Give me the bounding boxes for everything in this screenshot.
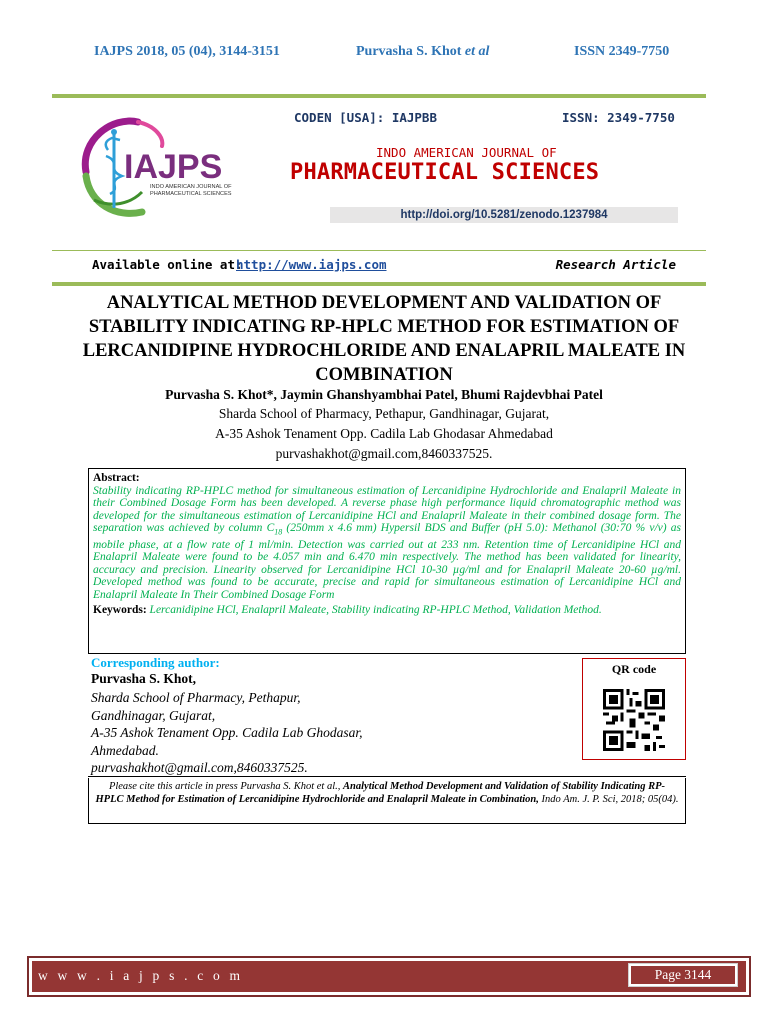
- abstract-subscript: 18: [274, 527, 283, 537]
- abstract-heading: Abstract:: [93, 472, 140, 484]
- citation-divider: [88, 776, 686, 777]
- running-head-issn: ISSN 2349-7750: [574, 44, 670, 59]
- logo-subtitle-2: PHARMACEUTICAL SCIENCES: [150, 191, 232, 197]
- keywords: [93, 603, 681, 617]
- running-head-et-al: et al: [464, 44, 490, 59]
- page-number: Page 3144: [631, 966, 735, 984]
- page-number-box: [628, 963, 738, 987]
- keywords-label: Keywords:: [93, 603, 147, 616]
- abstract-text: [93, 485, 681, 601]
- article-title: ANALYTICAL METHOD DEVELOPMENT AND VALIDATION OF STABILITY INDICATING RP-HPLC METHOD FOR ESTIMATION OF LERCANIDIPINE HYDROCHLORIDE AND ENALAPRIL MALEATE IN COMBINATION: [82, 293, 686, 385]
- corresponding-line: Ahmedabad.: [91, 742, 159, 758]
- coden: CODEN [USA]: IAJPBB: [294, 110, 437, 125]
- qr-code-box: [582, 658, 686, 760]
- footer-bar: [32, 961, 746, 992]
- corresponding-author-address: [91, 689, 363, 777]
- article-type: Research Article: [555, 257, 676, 272]
- availability-divider-top: [52, 250, 706, 251]
- corresponding-line: A-35 Ashok Tenament Opp. Cadila Lab Ghodasar,: [91, 725, 363, 740]
- header-divider: [52, 94, 706, 98]
- corresponding-line: Sharda School of Pharmacy, Pethapur,: [91, 690, 301, 705]
- corresponding-author-heading: Corresponding author:: [91, 655, 220, 670]
- article-authors: Purvasha S. Khot*, Jaymin Ghanshyambhai Patel, Bhumi Rajdevbhai Patel: [165, 387, 603, 402]
- logo-subtitle-1: INDO AMERICAN JOURNAL OF: [150, 184, 232, 190]
- citation-title: Analytical Method Development and Validation of Stability Indicating RP-HPLC Method for Estimation of Lercanidipine Hydrochloride and Enalapril Maleate in Combination,: [95, 781, 666, 805]
- footer-website[interactable]: w w w . i a j p s . c o m: [38, 968, 244, 983]
- affiliation-line-2: A-35 Ashok Tenament Opp. Cadila Lab Ghodasar Ahmedabad: [215, 426, 553, 441]
- keywords-list: Lercanidipine HCl, Enalapril Maleate, Stability indicating RP-HPLC Method, Validation Method.: [146, 603, 602, 616]
- affiliation-line-1: Sharda School of Pharmacy, Pethapur, Gandhinagar, Gujarat,: [218, 406, 550, 421]
- logo-graphic: [72, 112, 252, 222]
- journal-website-link[interactable]: http://www.iajps.com: [236, 257, 387, 272]
- journal-logo: [72, 112, 252, 222]
- abstract-text-part2: (250mm x 4.6 mm) Hypersil BDS and Buffer (pH 5.0): Methanol (30:70 % v/v) as mobile phase, at a flow rate of 1 ml/min. Detection was carried out at 233 nm. Retention time of Lercanidipine HCl and Enalapril Maleate were found to be 4.057 min and 6.470 min respectively. The method has been validated for linearity, accuracy and precision. Linearity observed for Lercanidipine HCl 10-30 µg/ml and for Enalapril Maleate 20-60 µg/ml. Developed method was found to be accurate, precise and rapid for simultaneous estimation of Lercanidipine HCl and Enalapril Maleate In Their Combined Dosage Form: [93, 522, 681, 601]
- qr-code-icon[interactable]: [603, 689, 665, 751]
- corresponding-line: Gandhinagar, Gujarat,: [91, 707, 216, 723]
- availability-label: Available online at:: [92, 257, 243, 272]
- logo-wordmark: IAJPS: [124, 148, 223, 186]
- masthead-issn: ISSN: 2349-7750: [562, 110, 675, 125]
- running-head-authors: [356, 44, 489, 60]
- author-contact: purvashakhot@gmail.com,8460337525.: [275, 446, 493, 461]
- journal-name-line2: PHARMACEUTICAL SCIENCES: [290, 160, 600, 185]
- page-footer: [27, 956, 751, 997]
- citation-box: [88, 778, 686, 824]
- abstract-box: [88, 468, 686, 654]
- running-head: [0, 44, 768, 64]
- corresponding-author-name: Purvasha S. Khot,: [91, 671, 197, 686]
- doi-link[interactable]: http://doi.org/10.5281/zenodo.1237984: [330, 207, 678, 223]
- citation-suffix: Indo Am. J. P. Sci, 2018; 05(04).: [538, 794, 679, 805]
- journal-name-line1: INDO AMERICAN JOURNAL OF: [376, 145, 557, 160]
- citation-prefix: Please cite this article in press Purvasha S. Khot et al.,: [108, 781, 344, 792]
- abstract-text-part1: Stability indicating RP-HPLC method for simultaneous estimation of Lercanidipine Hydrochloride and Enalapril Maleate in their Combined Dosage Form has been developed. A reverse phase high performance liquid chromatographic method was developed for the simultaneous estimation of Lercanidipine HCl and Enalapril Maleate in their combined dosage form. The separation was achieved by column C: [93, 485, 681, 535]
- corresponding-line: purvashakhot@gmail.com,8460337525.: [91, 760, 308, 775]
- qr-code-label: QR code: [611, 662, 657, 676]
- availability-divider-bottom: [52, 282, 706, 286]
- running-head-author-name: Purvasha S. Khot: [356, 44, 465, 59]
- running-head-citation: IAJPS 2018, 05 (04), 3144-3151: [94, 44, 280, 59]
